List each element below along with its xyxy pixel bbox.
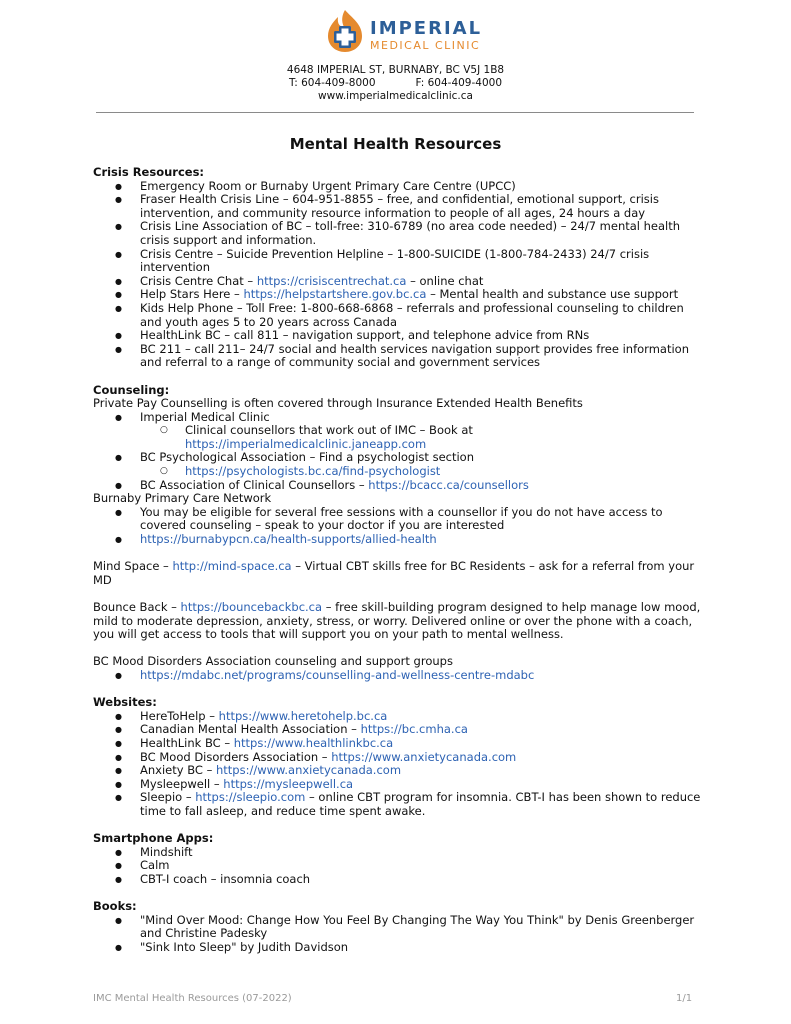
item-text: Bounce Back – — [93, 600, 181, 614]
item-text: Crisis Centre Chat – — [140, 273, 257, 288]
footer-page-number: 1/1 — [676, 993, 693, 1004]
item-text: Imperial Medical Clinic — [140, 409, 270, 424]
find-psychologist-link[interactable]: https://psychologists.bc.ca/find-psychologist — [185, 464, 441, 479]
list-item — [93, 533, 703, 547]
crisis-heading: Crisis Resources: — [93, 165, 205, 179]
item-text: BC Psychological Association – Find a psychologist section — [140, 450, 474, 465]
clinic-subtitle: MEDICAL CLINIC — [370, 39, 481, 52]
burnaby-pcn-link[interactable]: https://burnabypcn.ca/health-supports/allied-health — [140, 532, 437, 547]
list-item — [93, 275, 703, 289]
list-item: ● CBT-I coach – insomnia coach — [93, 873, 703, 887]
page-title: Mental Health Resources — [289, 135, 502, 153]
websites-heading: Websites: — [93, 695, 157, 710]
heretohelp-link[interactable]: https://www.heretohelp.bc.ca — [218, 708, 388, 723]
list-item — [93, 710, 703, 724]
bounce-back-link[interactable]: https://bouncebackbc.ca — [180, 600, 323, 614]
anxiety-canada-link[interactable]: https://www.anxietycanada.com — [215, 763, 402, 778]
item-text: – Mental health and substance use support — [426, 287, 679, 302]
footer-document-label: IMC Mental Health Resources (07-2022) — [93, 993, 292, 1004]
list-item: ● Emergency Room or Burnaby Urgent Primary Care Centre (UPCC) — [93, 180, 703, 194]
list-item — [93, 778, 703, 792]
mysleepwell-link[interactable]: https://mysleepwell.ca — [223, 776, 354, 791]
list-item: ● HealthLink BC – call 811 – navigation support, and telephone advice from RNs — [93, 329, 703, 343]
books-heading: Books: — [93, 899, 137, 914]
item-text: – online CBT program for insomnia. CBT-I has been shown to reduce time to fall asleep, and reduce time spent awake. — [140, 790, 701, 818]
item-text: Mind Space – — [93, 559, 173, 574]
clinic-phone: T: 604-409-8000 — [288, 77, 376, 89]
cmha-link[interactable]: https://bc.cmha.ca — [360, 722, 468, 737]
item-text: Sleepio – — [140, 790, 196, 805]
list-item — [93, 737, 703, 751]
item-text: Help Stars Here – — [140, 287, 244, 302]
imc-sublist — [140, 424, 703, 451]
clinic-address: 4648 IMPERIAL ST, BURNABY, BC V5J 1B8 — [286, 64, 505, 76]
item-text: Clinical counsellors that work out of IMC – Book at — [185, 423, 473, 438]
item-text: Mysleepwell – — [140, 776, 224, 791]
crisis-list — [93, 180, 703, 370]
item-text: Canadian Mental Health Association – — [140, 722, 361, 737]
list-item — [93, 791, 703, 818]
bcpa-sublist — [140, 465, 703, 479]
clinic-website: www.imperialmedicalclinic.ca — [318, 90, 473, 102]
counseling-heading: Counseling: — [93, 382, 170, 397]
pcn-list — [93, 506, 703, 547]
sleepio-link[interactable]: https://sleepio.com — [195, 790, 306, 805]
item-text: BC Mood Disorders Association – — [140, 749, 332, 764]
list-item: ● "Sink Into Sleep" by Judith Davidson — [93, 941, 703, 955]
item-text: BC Association of Clinical Counsellors – — [140, 477, 369, 492]
websites-list — [93, 710, 703, 819]
clinic-logo — [322, 8, 492, 58]
list-item — [93, 723, 703, 737]
item-text: HealthLink BC – — [140, 735, 234, 750]
list-item: ● You may be eligible for several free sessions with a counsellor if you do not have access to covered counseling – speak to your doctor if you are interested — [93, 506, 703, 533]
mind-space-paragraph — [93, 560, 703, 587]
crisis-chat-link[interactable]: https://crisiscentrechat.ca — [256, 273, 407, 288]
healthlinkbc-link[interactable]: https://www.healthlinkbc.ca — [233, 735, 394, 750]
list-item — [93, 751, 703, 765]
item-text: – Virtual CBT skills free for BC Residents – ask for a referral from your MD — [93, 559, 695, 587]
medical-cross-icon — [322, 8, 368, 54]
bc-mood-disorders-link[interactable]: https://www.anxietycanada.com — [331, 749, 517, 764]
document-body — [93, 166, 703, 954]
books-list — [93, 914, 703, 955]
bounce-back-paragraph — [93, 601, 703, 642]
sub-list-item — [93, 424, 703, 451]
help-starts-here-link[interactable]: https://helpstartshere.gov.bc.ca — [243, 287, 427, 302]
list-item: ● Fraser Health Crisis Line – 604-951-8855 – free, and confidential, emotional support, crisis intervention, and community resource information to people of all ages, 24 hours a day — [93, 193, 703, 220]
sub-list-item — [93, 465, 703, 479]
pcn-heading: Burnaby Primary Care Network — [93, 491, 272, 506]
list-item — [93, 479, 703, 493]
item-text: HereToHelp – — [140, 708, 219, 723]
imc-janeapp-link[interactable]: https://imperialmedicalclinic.janeapp.com — [185, 436, 427, 451]
list-item: ● Crisis Line Association of BC – toll-free: 310-6789 (no area code needed) – 24/7 mental health crisis support and information. — [93, 220, 703, 247]
apps-list — [93, 846, 703, 887]
clinic-contact — [0, 77, 791, 90]
bcacc-link[interactable]: https://bcacc.ca/counsellors — [368, 477, 529, 492]
mood-disorders-heading: BC Mood Disorders Association counseling and support groups — [93, 654, 453, 669]
item-text: Anxiety BC – — [140, 763, 216, 778]
header-divider — [96, 112, 694, 113]
apps-heading: Smartphone Apps: — [93, 831, 214, 846]
list-item — [93, 764, 703, 778]
list-item — [93, 451, 703, 478]
list-item: ● "Mind Over Mood: Change How You Feel By Changing The Way You Think" by Denis Greenberger and Christine Padesky — [93, 914, 703, 941]
list-item — [93, 411, 703, 452]
list-item — [93, 669, 703, 683]
mood-list — [93, 669, 703, 683]
counseling-list — [93, 411, 703, 493]
clinic-fax: F: 604-409-4000 — [415, 77, 502, 89]
clinic-name: IMPERIAL — [370, 18, 483, 39]
list-item: ● BC 211 – call 211– 24/7 social and health services navigation support provides free information and referral to a range of community social and government services — [93, 343, 703, 370]
list-item: ● Calm — [93, 859, 703, 873]
mind-space-link[interactable]: http://mind-space.ca — [172, 559, 292, 574]
mdabc-link[interactable]: https://mdabc.net/programs/counselling-and-wellness-centre-mdabc — [140, 667, 535, 682]
item-text: – free skill-building program designed to help manage low mood, mild to moderate depression, anxiety, stress, or worry. Delivered online or over the phone with a coach, you will get access to tools that will support you on your path to mental wellness. — [93, 600, 701, 642]
list-item: ● Kids Help Phone – Toll Free: 1-800-668-6868 – referrals and professional counseling to children and youth ages 5 to 20 years across Canada — [93, 302, 703, 329]
item-text: – online chat — [406, 273, 484, 288]
list-item: ● Crisis Centre – Suicide Prevention Helpline – 1-800-SUICIDE (1-800-784-2433) 24/7 crisis intervention — [93, 248, 703, 275]
list-item — [93, 288, 703, 302]
counseling-intro: Private Pay Counselling is often covered through Insurance Extended Health Benefits — [93, 396, 583, 411]
list-item: ● Mindshift — [93, 846, 703, 860]
